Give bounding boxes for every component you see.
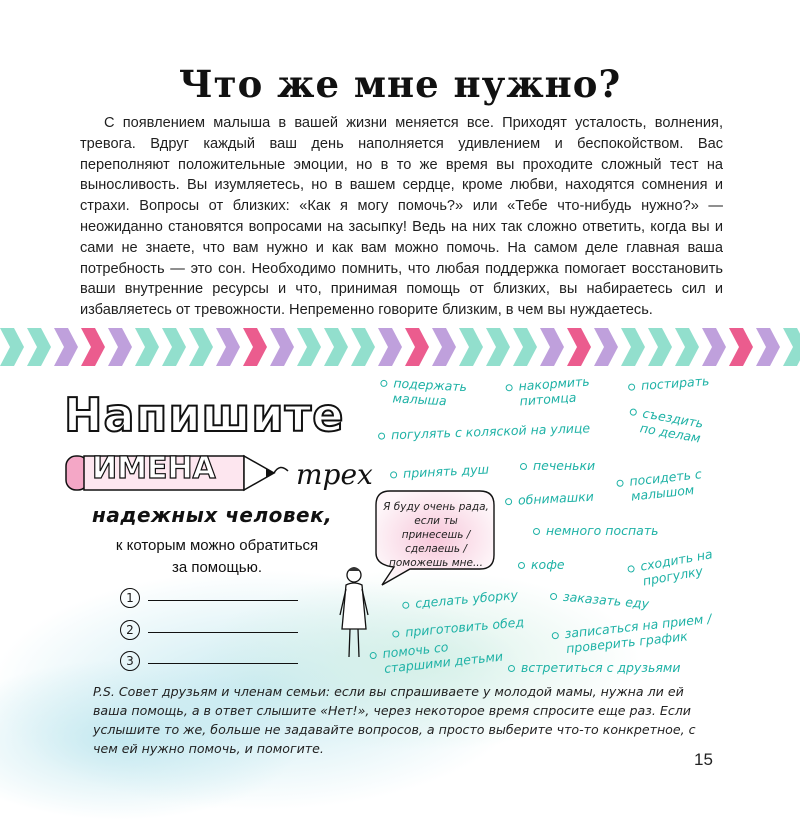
- idea-item: накормить питомца: [505, 373, 606, 410]
- whom-to-ask-text: к которым можно обратиться за помощью.: [115, 537, 319, 576]
- write-line-2[interactable]: [148, 632, 298, 633]
- write-line-3[interactable]: [148, 663, 298, 664]
- ps-note: P.S. Совет друзьям и членам семьи: если вы спрашиваете у молодой мамы, нужна ли ей ваша помощь, а в ответ слышите «Нет!», через некоторое время спросите еще раз. Если услышите то же, больше не задавайте вопросов, а просто выберите что-то конкретное, с чем ей нужно помочь, и помогите.: [93, 684, 696, 756]
- idea-item: приготовить обед: [392, 614, 525, 640]
- idea-item: сходить на прогулку: [626, 543, 733, 590]
- idea-item: кофе: [518, 557, 565, 572]
- page-number: 15: [694, 750, 713, 769]
- idea-item: подержать малыша: [379, 375, 467, 410]
- number-circle: 3: [120, 651, 140, 671]
- bubble-text: Я буду очень рада, если ты принесешь / сделаешь / поможешь мне...: [383, 501, 489, 569]
- idea-item: посидеть с малышом: [616, 465, 716, 505]
- idea-item: сделать уборку: [402, 587, 519, 612]
- idea-item: постирать: [628, 373, 710, 394]
- idea-item: погулять с коляской на улице: [378, 420, 591, 442]
- page-title: Что же мне нужно?: [178, 62, 622, 106]
- write-line-1[interactable]: [148, 600, 298, 601]
- number-circle: 1: [120, 588, 140, 608]
- number-circle: 2: [120, 620, 140, 640]
- idea-item: встретиться с друзьями: [508, 660, 680, 675]
- idea-item: принять душ: [390, 461, 490, 481]
- three-word: трех: [296, 458, 373, 491]
- intro-paragraph: С появлением малыша в вашей жизни меняется все. Приходят усталость, волнения, тревога. Вдруг каждый ваш день наполняется удивлением и беспокойством. Вас переполняют положительные эмоции, но в то же время вы проходите сложный тест на выносливость. Вы изумляетесь, но в вашем сердце, кроме любви, находятся сомнения и страхи. Вопросы от близких: «Как я могу помочь?» или «Тебе что-нибудь нужно?» — неожиданно становятся вопросами на засыпку! Ведь на них так сложно ответить, когда вы и сами не знаете, что вам нужно и как вам можно помочь. На самом деле главная ваша потребность — это сон. Необходимо помнить, что любая поддержка помогает восстановить ваши внутренние ресурсы и что, принимая помощь от близких, вы набираетесь сил и избавляетесь от тревожности. Непременно говорите близким, в чем вы нуждаетесь.: [80, 115, 723, 319]
- idea-item: печеньки: [520, 458, 595, 473]
- idea-item: обнимашки: [505, 489, 595, 509]
- names-word: ИМЕНА: [92, 451, 216, 486]
- idea-item: заказать еду: [550, 588, 650, 612]
- idea-item: записаться на прием / проверить график: [551, 609, 734, 658]
- idea-item: съездить по делам: [626, 403, 723, 449]
- write-heading: Напишите: [64, 388, 345, 442]
- reliable-people-text: надежных человек,: [92, 503, 333, 527]
- idea-item: помочь со старшими детьми: [369, 633, 512, 678]
- idea-item: немного поспать: [533, 523, 658, 538]
